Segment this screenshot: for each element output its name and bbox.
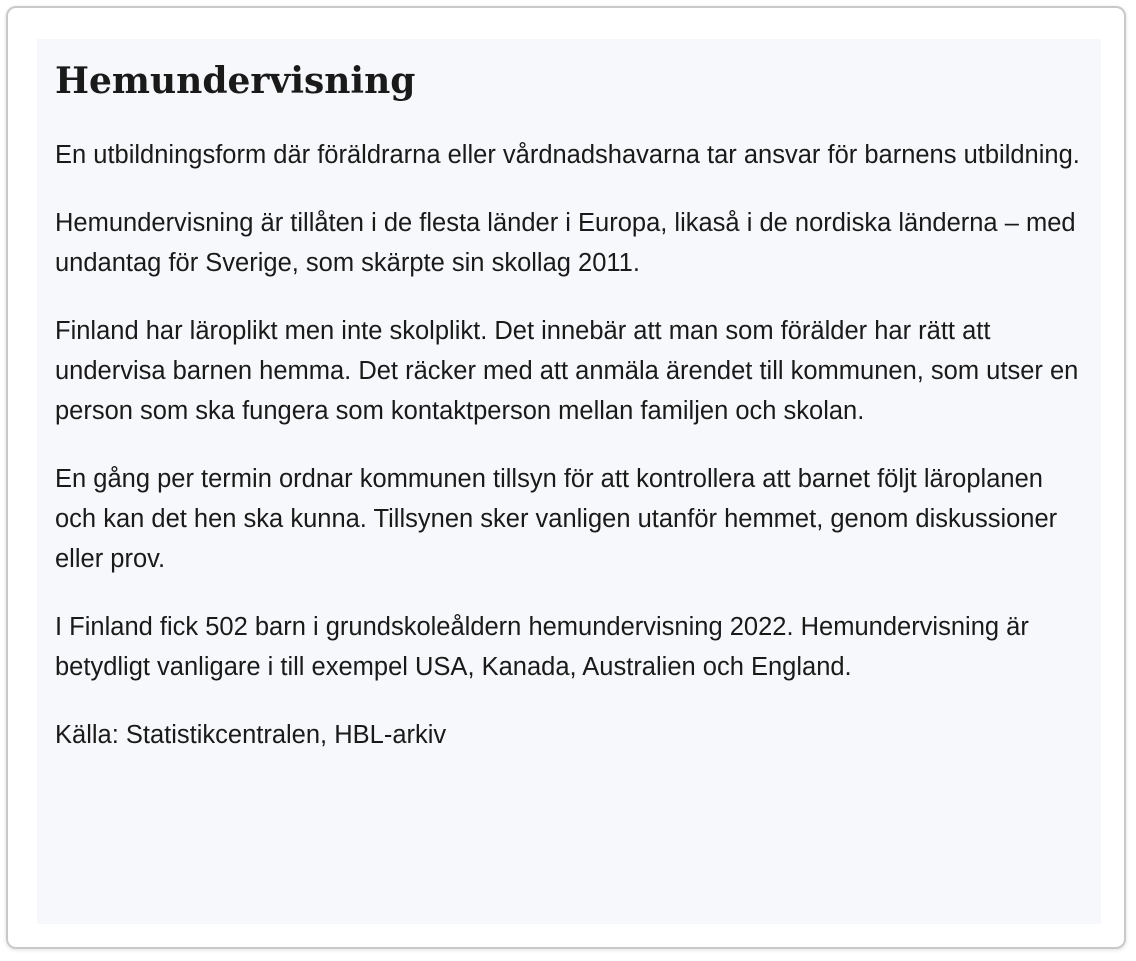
factbox-paragraph-europe: Hemundervisning är tillåten i de flesta länder i Europa, likaså i de nordiska länderna – med undantag för Sverige, som skärpte sin skollag 2011. bbox=[55, 209, 1076, 277]
factbox-paragraph-statistics: I Finland fick 502 barn i grundskoleåldern hemundervisning 2022. Hemundervisning är betydligt vanligare i till exempel USA, Kanada, Australien och England. bbox=[55, 613, 1029, 681]
factbox-paragraph-supervision: En gång per termin ordnar kommunen tillsyn för att kontrollera att barnet följt läroplanen och kan det hen ska kunna. Tillsynen sker vanligen utanför hemmet, genom diskussioner eller prov. bbox=[55, 465, 1058, 573]
factbox bbox=[37, 39, 1101, 924]
factbox-source: Källa: Statistikcentralen, HBL-arkiv bbox=[55, 721, 447, 749]
factbox-title: Hemundervisning bbox=[55, 60, 416, 102]
factbox-frame bbox=[6, 6, 1126, 949]
factbox-paragraph-finland-law: Finland har läroplikt men inte skolplikt. Det innebär att man som förälder har rätt att undervisa barnen hemma. Det räcker med att anmäla ärendet till kommunen, som utser en person som ska fungera som kontaktperson mellan familjen och skolan. bbox=[55, 317, 1079, 425]
factbox-paragraph-definition: En utbildningsform där föräldrarna eller vårdnadshavarna tar ansvar för barnens utbildning. bbox=[55, 141, 1080, 169]
